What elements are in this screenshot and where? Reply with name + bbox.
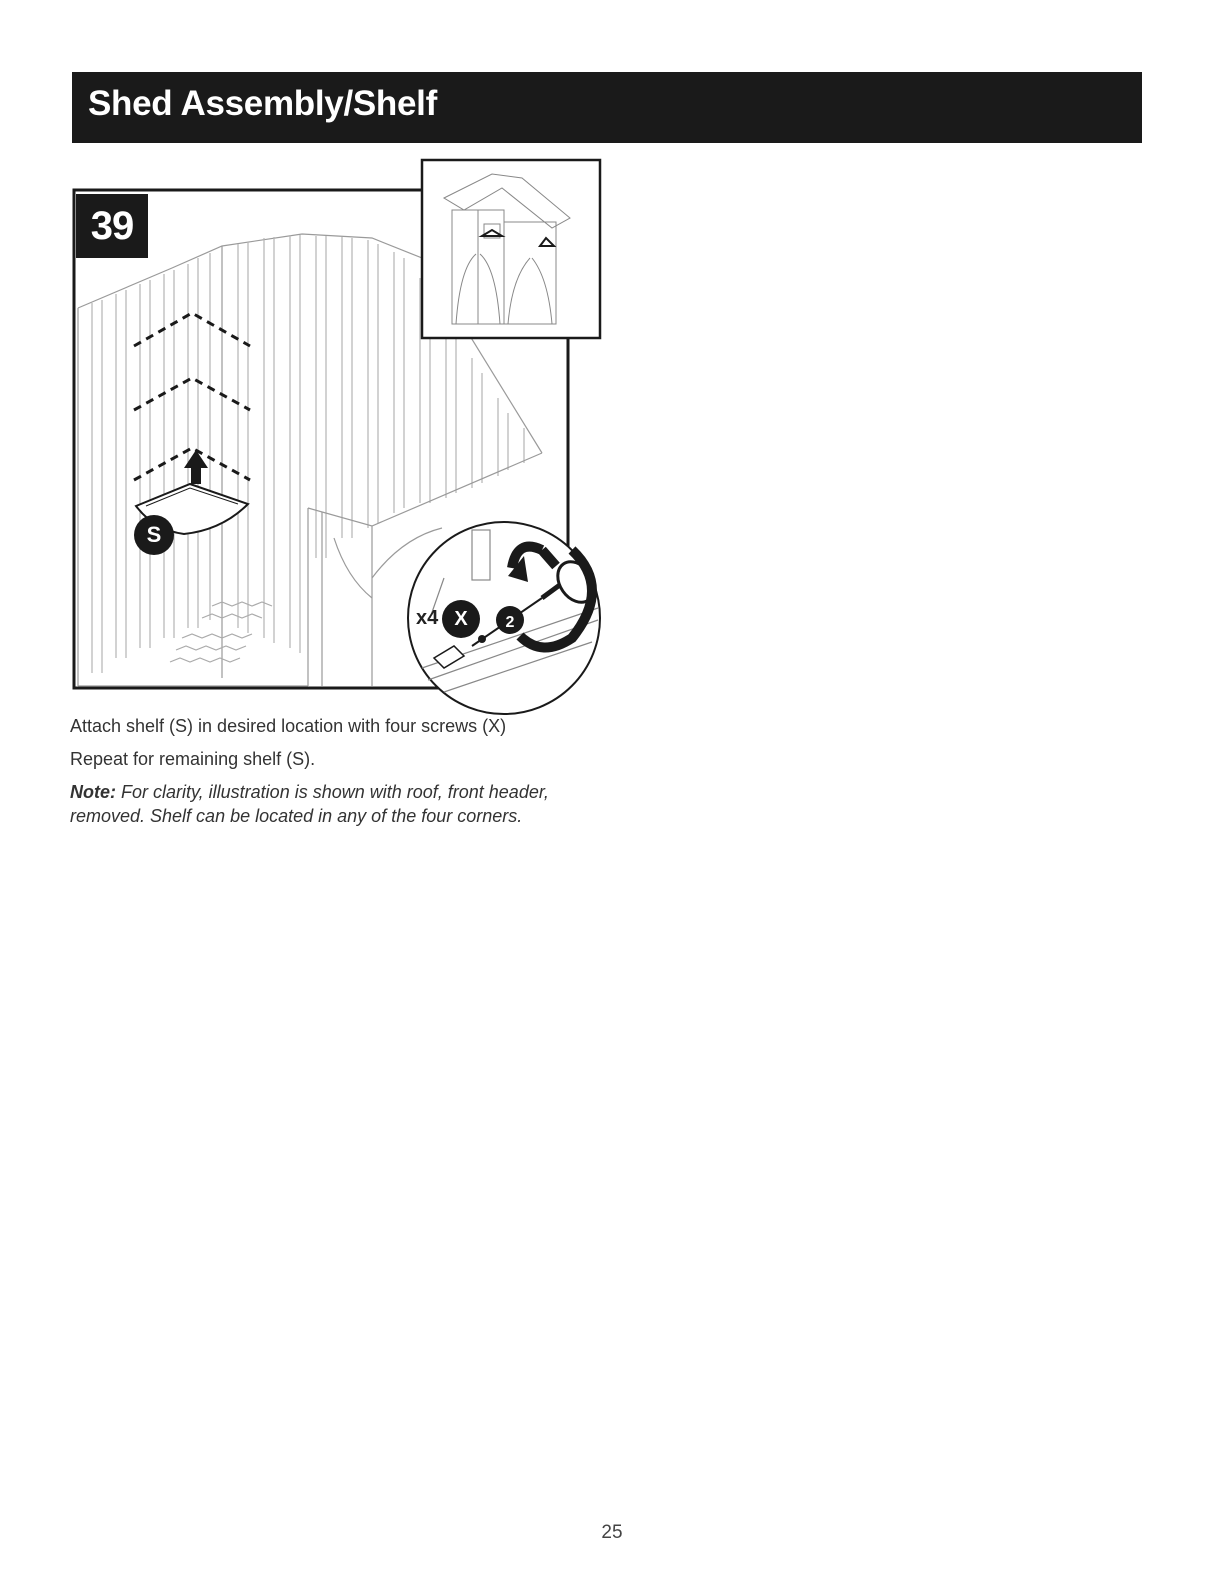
instruction-line-2: Repeat for remaining shelf (S).: [70, 749, 316, 769]
screw-quantity: x4: [416, 607, 439, 629]
instructions-block: [70, 714, 590, 837]
section-header: [72, 72, 1142, 143]
page-number: 25: [601, 1522, 623, 1543]
note-text: For clarity, illustration is shown with roof, front header, removed. Shelf can be located in any of the four corners.: [70, 782, 549, 826]
part-x-label: X: [442, 600, 480, 638]
note-paragraph: [70, 780, 590, 828]
page-title: Shed Assembly/Shelf: [88, 84, 437, 123]
note-label: Note:: [70, 782, 116, 802]
rotation-number: 2: [505, 614, 515, 631]
step-number-badge: 39: [76, 194, 148, 258]
part-s-label: S: [134, 515, 174, 555]
assembly-illustration: [72, 158, 604, 718]
shed-interior-drawing: [72, 158, 604, 718]
instruction-line-1: Attach shelf (S) in desired location with four screws (X): [70, 716, 507, 736]
